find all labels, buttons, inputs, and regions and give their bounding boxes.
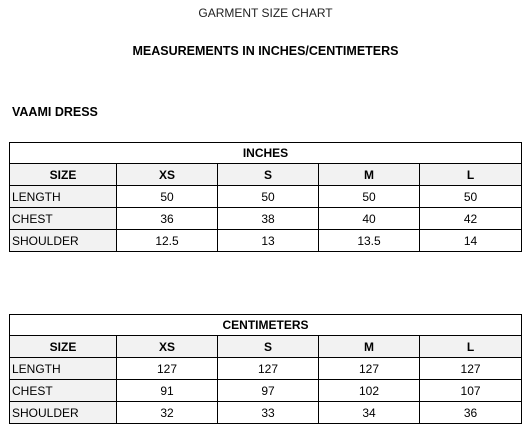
column-header-size: SIZE <box>10 336 117 358</box>
inches-table-heading: INCHES <box>10 143 522 164</box>
row-label-length: LENGTH <box>10 186 117 208</box>
page-title: GARMENT SIZE CHART <box>198 6 333 20</box>
row-label-shoulder: SHOULDER <box>10 402 117 424</box>
table-cell: 50 <box>420 186 522 208</box>
centimeters-column-header-row <box>10 336 522 358</box>
inches-size-table <box>9 142 522 252</box>
table-row <box>10 380 522 402</box>
table-row <box>10 358 522 380</box>
table-cell: 127 <box>117 358 218 380</box>
row-label-chest: CHEST <box>10 208 117 230</box>
column-header-l: L <box>420 336 522 358</box>
page-subtitle: MEASUREMENTS IN INCHES/CENTIMETERS <box>132 44 399 58</box>
row-label-length: LENGTH <box>10 358 117 380</box>
table-cell: 14 <box>420 230 522 252</box>
row-label-chest: CHEST <box>10 380 117 402</box>
table-cell: 38 <box>218 208 319 230</box>
table-cell: 127 <box>319 358 420 380</box>
table-cell: 13.5 <box>319 230 420 252</box>
table-cell: 36 <box>420 402 522 424</box>
column-header-xs: XS <box>117 164 218 186</box>
table-cell: 91 <box>117 380 218 402</box>
table-cell: 127 <box>420 358 522 380</box>
table-cell: 127 <box>218 358 319 380</box>
column-header-m: M <box>319 164 420 186</box>
centimeters-size-table <box>9 314 522 424</box>
table-cell: 40 <box>319 208 420 230</box>
table-cell: 50 <box>319 186 420 208</box>
column-header-s: S <box>218 336 319 358</box>
table-row <box>10 186 522 208</box>
column-header-s: S <box>218 164 319 186</box>
column-header-size: SIZE <box>10 164 117 186</box>
table-cell: 107 <box>420 380 522 402</box>
table-cell: 12.5 <box>117 230 218 252</box>
table-cell: 32 <box>117 402 218 424</box>
row-label-shoulder: SHOULDER <box>10 230 117 252</box>
table-cell: 97 <box>218 380 319 402</box>
table-cell: 34 <box>319 402 420 424</box>
table-cell: 50 <box>218 186 319 208</box>
table-cell: 102 <box>319 380 420 402</box>
table-cell: 33 <box>218 402 319 424</box>
table-cell: 36 <box>117 208 218 230</box>
inches-column-header-row <box>10 164 522 186</box>
table-cell: 42 <box>420 208 522 230</box>
centimeters-table-heading: CENTIMETERS <box>10 315 522 336</box>
column-header-xs: XS <box>117 336 218 358</box>
product-name: VAAMI DRESS <box>12 105 98 119</box>
table-cell: 13 <box>218 230 319 252</box>
column-header-l: L <box>420 164 522 186</box>
table-row <box>10 230 522 252</box>
table-row <box>10 402 522 424</box>
column-header-m: M <box>319 336 420 358</box>
table-row <box>10 208 522 230</box>
table-cell: 50 <box>117 186 218 208</box>
